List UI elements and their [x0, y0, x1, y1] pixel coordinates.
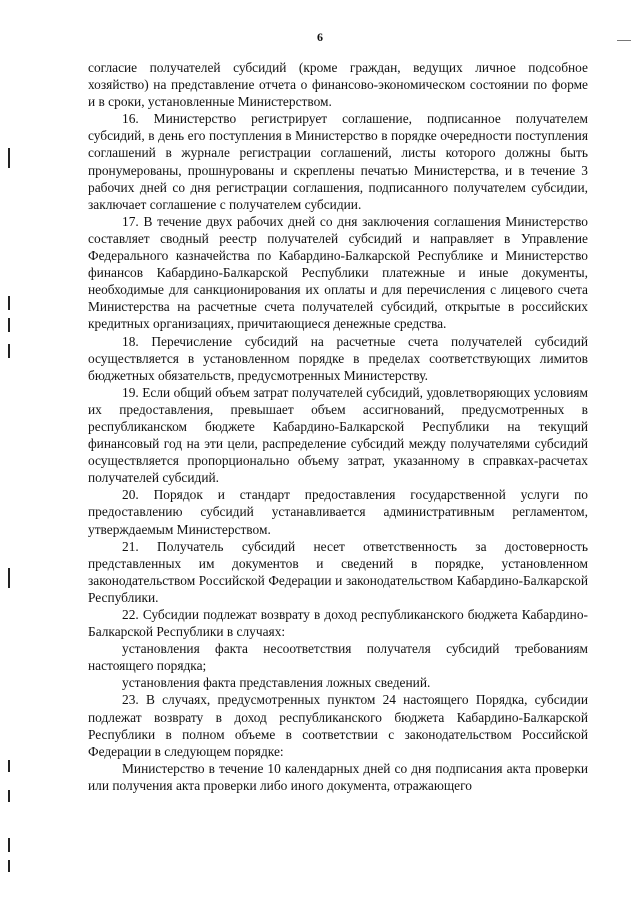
paragraph-15-continuation: согласие получателей субсидий (кроме граждан, ведущих личное подсобное хозяйство) на представление отчета о финансово-экономическом состоянии по форме и в сроки, установленные Министерством. — [88, 60, 588, 110]
paragraph-16: 16. Министерство регистрирует соглашение, подписанное получателем субсидий, в день его поступления в Министерство в порядке очередности поступления соглашений в журнале регистрации соглашений, листы которого должны быть пронумерованы, прошнурованы и скреплены печатью Министерства, и в течение 3 рабочих дней со дня регистрации соглашения, подписанного получателем субсидии, заключает соглашение с получателем субсидии. — [88, 111, 588, 212]
scan-margin-mark — [8, 344, 10, 358]
paragraph-21: 21. Получатель субсидий несет ответственность за достоверность представленных им документов и сведений в порядке, установленном законодательством Российской Федерации и законодательством Кабардино-Балкарской Республики. — [88, 538, 588, 605]
scan-margin-mark — [8, 760, 10, 772]
paragraph-18: 18. Перечисление субсидий на расчетные счета получателей субсидий осуществляется в установленном порядке в пределах соответствующих лимитов бюджетных обязательств, предусмотренных Министерству. — [88, 333, 588, 383]
paragraph-22-item-a: установления факта несоответствия получателя субсидий требованиям настоящего порядка; — [88, 641, 588, 674]
paragraph-19: 19. Если общий объем затрат получателей субсидий, удовлетворяющих условиям их предоставления, превышает объем ассигнований, предусмотренных в республиканском бюджете Кабардино-Балкарской Республики на текущий финансовый год на эти цели, распределение субсидий между получателями субсидий осуществляется пропорционально объему затрат, указанному в справках-расчетах получателей субсидий. — [88, 384, 588, 486]
paragraph-23: 23. В случаях, предусмотренных пунктом 24 настоящего Порядка, субсидии подлежат возврату в доход республиканского бюджета Кабардино-Балкарской Республики в полном объеме в соответствии с законодательством Российской Федерации в следующем порядке: — [88, 692, 588, 759]
scan-margin-mark — [8, 318, 10, 332]
scan-margin-mark — [8, 790, 10, 802]
scan-margin-mark — [8, 296, 10, 310]
paragraph-22-item-b: установления факта представления ложных сведений. — [122, 675, 431, 691]
scan-margin-mark — [8, 860, 10, 872]
paragraph-17: 17. В течение двух рабочих дней со дня заключения соглашения Министерство составляет сводный реестр получателей субсидий и направляет в Управление Федерального казначейства по Кабардино-Балкарской Республике и Министерство финансов Кабардино-Балкарской Республики платежные и иные документы, необходимые для санкционирования их оплаты и для перечисления с лицевого счета Министерства на расчетные счета получателей субсидий, открытые в российских кредитных организациях, причитающиеся денежные средства. — [88, 213, 588, 332]
page-number: 6 — [317, 30, 323, 44]
scan-margin-mark — [8, 838, 10, 852]
scan-corner-mark — [617, 40, 631, 41]
document-body — [88, 59, 588, 794]
paragraph-22: 22. Субсидии подлежат возврату в доход республиканского бюджета Кабардино-Балкарской Республики в случаях: — [88, 607, 588, 640]
paragraph-23-item-a: Министерство в течение 10 календарных дней со дня подписания акта проверки или получения акта проверки либо иного документа, отражающего — [88, 760, 588, 793]
paragraph-20: 20. Порядок и стандарт предоставления государственной услуги по предоставлению субсидий устанавливается административным регламентом, утверждаемым Министерством. — [88, 487, 588, 537]
scan-margin-mark — [8, 148, 10, 168]
scan-margin-mark — [8, 568, 10, 588]
